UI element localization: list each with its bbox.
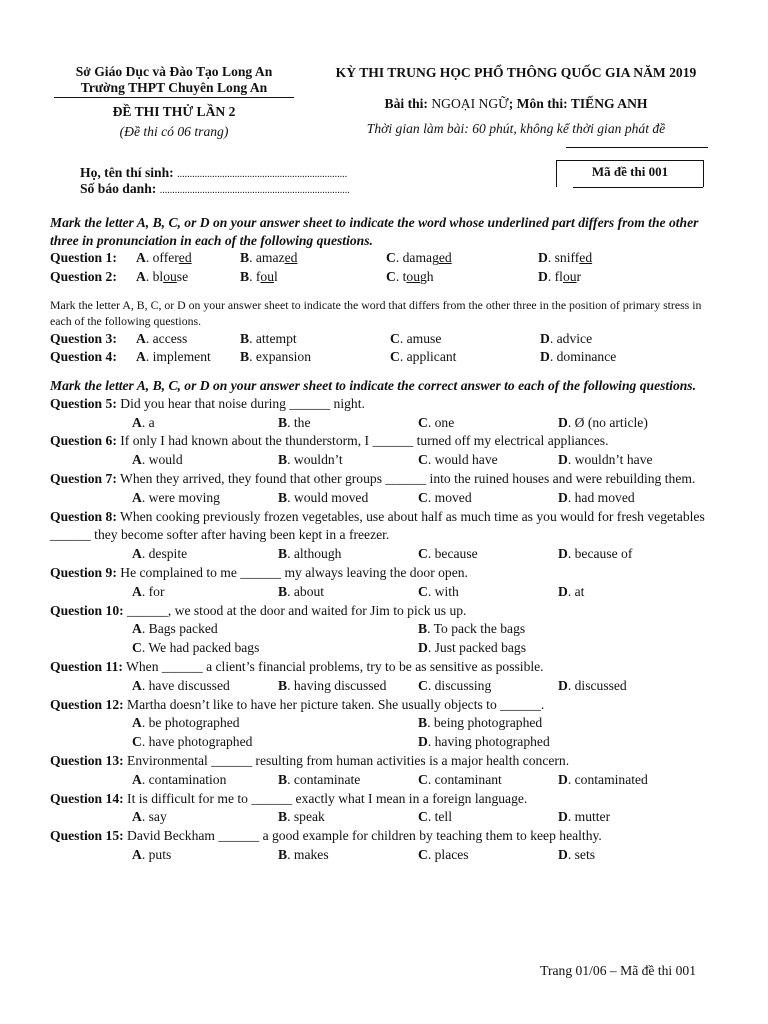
answer-option: D. flour bbox=[538, 268, 582, 284]
answer-option: B. although bbox=[278, 546, 342, 562]
question-stem: If only I had known about the thunderstorm, I ______ turned off my electrical appliances. bbox=[120, 433, 609, 449]
question-text bbox=[50, 790, 710, 809]
exam-code-box bbox=[556, 160, 704, 187]
question-stem: Environmental ______ resulting from human activities is a major health concern. bbox=[127, 752, 570, 768]
option-letter: D bbox=[558, 452, 568, 468]
options-row bbox=[50, 639, 710, 658]
answer-option: C. have photographed bbox=[132, 734, 253, 750]
option-letter: A bbox=[132, 621, 142, 637]
question-label: Question 7: bbox=[50, 470, 117, 486]
option-text: the bbox=[293, 414, 311, 430]
option-letter: D bbox=[558, 489, 568, 505]
option-letter: C bbox=[418, 583, 428, 599]
option-letter: B bbox=[278, 771, 288, 787]
option-letter: B bbox=[278, 583, 288, 599]
answer-option: B. To pack the bags bbox=[418, 621, 526, 637]
candidate-name-label: Họ, tên thí sinh: bbox=[80, 165, 174, 180]
question-text bbox=[50, 752, 710, 771]
option-letter: B bbox=[278, 809, 288, 825]
subject-language: TIẾNG ANH bbox=[570, 95, 648, 111]
option-letter: D bbox=[558, 809, 568, 825]
answer-option: B. wouldn’t bbox=[278, 452, 343, 468]
exam-content bbox=[50, 214, 710, 865]
answer-option: C. tell bbox=[418, 809, 452, 825]
question-text bbox=[50, 564, 710, 583]
option-text-pre: sniff bbox=[554, 250, 580, 266]
option-letter: B bbox=[240, 349, 250, 365]
question-label: Question 1: bbox=[50, 250, 117, 266]
options-row bbox=[50, 583, 710, 602]
question-label: Question 12: bbox=[50, 696, 124, 712]
time-note: Thời gian làm bài: 60 phút, không kể thời gian phát đề bbox=[366, 120, 666, 136]
option-letter: D bbox=[558, 846, 568, 862]
option-text: had moved bbox=[574, 489, 635, 505]
option-text-post: l bbox=[274, 268, 278, 284]
candidate-id-label: Số báo danh: bbox=[80, 181, 157, 196]
exam-attempt-title: ĐỀ THI THỬ LẦN 2 bbox=[112, 104, 236, 119]
option-text: because of bbox=[574, 546, 633, 562]
option-letter: D bbox=[418, 734, 428, 750]
option-text: Ø (no article) bbox=[574, 414, 648, 430]
answer-option: A. a bbox=[132, 414, 155, 430]
subject-line bbox=[316, 95, 716, 114]
question-stem: He complained to me ______ my always leaving the door open. bbox=[120, 564, 468, 580]
section2-instruction: Mark the letter A, B, C, or D on your answer sheet to indicate the word that differs from the other three in the position of primary stress in each of the following questions. bbox=[50, 297, 702, 329]
section1-instruction: Mark the letter A, B, C, or D on your answer sheet to indicate the word whose underlined part differs from the other three in pronunciation in each of the following questions. bbox=[50, 215, 699, 248]
school-name: Trường THPT Chuyên Long An bbox=[80, 80, 268, 95]
question-label: Question 11: bbox=[50, 658, 123, 674]
option-letter: A bbox=[132, 583, 142, 599]
option-letter: C bbox=[418, 771, 428, 787]
option-letter: D bbox=[558, 677, 568, 693]
option-text-pre: fl bbox=[554, 268, 563, 284]
exam-header bbox=[316, 64, 716, 138]
question-text bbox=[50, 602, 710, 621]
question-label: Question 10: bbox=[50, 602, 124, 618]
option-text-post: gh bbox=[420, 268, 434, 284]
option-letter: A bbox=[136, 330, 146, 346]
answer-option: B. expansion bbox=[240, 349, 311, 365]
option-letter: C bbox=[418, 846, 428, 862]
option-text: amuse bbox=[406, 330, 442, 346]
answer-option: C. amuse bbox=[390, 330, 442, 346]
option-text: implement bbox=[152, 349, 211, 365]
answer-option: A. puts bbox=[132, 846, 172, 862]
option-text: contaminate bbox=[293, 771, 361, 787]
exam-title: KỲ THI TRUNG HỌC PHỔ THÔNG QUỐC GIA NĂM 2019 bbox=[335, 65, 697, 80]
option-text: moved bbox=[434, 489, 472, 505]
option-letter: B bbox=[278, 414, 288, 430]
answer-option: A. blouse bbox=[136, 268, 189, 284]
option-text: being photographed bbox=[433, 715, 543, 731]
option-letter: C bbox=[418, 546, 428, 562]
question-row bbox=[50, 348, 710, 367]
answer-option: A. Bags packed bbox=[132, 621, 218, 637]
answer-option: C. discussing bbox=[418, 677, 492, 693]
option-text: sets bbox=[574, 846, 596, 862]
option-letter: A bbox=[136, 250, 146, 266]
candidate-id-line bbox=[80, 180, 350, 201]
option-text: mutter bbox=[574, 809, 611, 825]
question-label: Question 15: bbox=[50, 828, 124, 844]
question-stem: When cooking previously frozen vegetables, use about half as much time as you would for fresh vegetables ______ they become softer after having been kept in a freezer. bbox=[50, 508, 705, 543]
options-row bbox=[50, 733, 710, 752]
option-letter: A bbox=[132, 489, 142, 505]
option-text: discussing bbox=[434, 677, 492, 693]
answer-option: B. foul bbox=[240, 268, 278, 284]
option-text: having photographed bbox=[434, 734, 550, 750]
question-text bbox=[50, 508, 710, 546]
option-text: would moved bbox=[293, 489, 369, 505]
option-letter: A bbox=[132, 809, 142, 825]
answer-option: A. would bbox=[132, 452, 183, 468]
option-letter: C bbox=[132, 640, 142, 656]
answer-option: C. would have bbox=[418, 452, 498, 468]
question-label: Question 3: bbox=[50, 330, 117, 346]
answer-option: D. because of bbox=[558, 546, 633, 562]
option-text: Bags packed bbox=[148, 621, 218, 637]
question-text bbox=[50, 658, 710, 677]
answer-option: C. We had packed bags bbox=[132, 640, 260, 656]
option-letter: B bbox=[418, 715, 428, 731]
options-row bbox=[50, 714, 710, 733]
section3-instruction: Mark the letter A, B, C, or D on your answer sheet to indicate the correct answer to each of the following questions. bbox=[50, 378, 696, 394]
answer-option: D. mutter bbox=[558, 809, 611, 825]
answer-option: B. about bbox=[278, 583, 325, 599]
option-text: be photographed bbox=[148, 715, 240, 731]
option-text: contaminated bbox=[574, 771, 648, 787]
option-letter: A bbox=[132, 677, 142, 693]
option-letter: C bbox=[418, 677, 428, 693]
option-letter: D bbox=[558, 771, 568, 787]
options-row bbox=[50, 846, 710, 865]
option-letter: B bbox=[278, 452, 288, 468]
option-text: a bbox=[148, 414, 155, 430]
answer-option: D. discussed bbox=[558, 677, 627, 693]
answer-option: D. advice bbox=[540, 330, 593, 346]
option-letter: D bbox=[558, 583, 568, 599]
answer-option: A. access bbox=[136, 330, 188, 346]
option-letter: D bbox=[540, 349, 550, 365]
candidate-id-dots: ............................................................................ bbox=[159, 185, 350, 196]
question-stem: It is difficult for me to ______ exactly what I mean in a foreign language. bbox=[127, 790, 528, 806]
option-text: one bbox=[434, 414, 455, 430]
options-row bbox=[50, 414, 710, 433]
option-letter: B bbox=[278, 846, 288, 862]
answer-option: B. attempt bbox=[240, 330, 297, 346]
answer-option: B. being photographed bbox=[418, 715, 543, 731]
option-text: would have bbox=[434, 452, 498, 468]
option-text: dominance bbox=[556, 349, 617, 365]
option-letter: B bbox=[418, 621, 428, 637]
option-text-pre: amaz bbox=[255, 250, 285, 266]
options-row bbox=[50, 771, 710, 790]
subject-name: NGOẠI NGỮ bbox=[431, 95, 509, 111]
answer-option: C. with bbox=[418, 583, 459, 599]
option-text: makes bbox=[293, 846, 329, 862]
question-label: Question 13: bbox=[50, 752, 124, 768]
option-text: about bbox=[293, 583, 325, 599]
option-letter: C bbox=[418, 414, 428, 430]
option-text: wouldn’t have bbox=[574, 452, 653, 468]
answer-option: D. sets bbox=[558, 846, 596, 862]
option-text-underlined: ou bbox=[163, 268, 177, 284]
option-text-pre: damag bbox=[402, 250, 439, 266]
option-text: contaminant bbox=[434, 771, 502, 787]
page-footer: Trang 01/06 – Mã đề thi 001 bbox=[540, 963, 696, 978]
option-letter: C bbox=[132, 734, 142, 750]
option-text: despite bbox=[148, 546, 188, 562]
option-text-underlined: ed bbox=[438, 250, 452, 266]
option-letter: C bbox=[418, 809, 428, 825]
option-letter: A bbox=[132, 414, 142, 430]
option-letter: A bbox=[132, 771, 142, 787]
option-text: places bbox=[434, 846, 469, 862]
option-text: expansion bbox=[255, 349, 311, 365]
answer-option: C. tough bbox=[386, 268, 434, 284]
option-letter: B bbox=[240, 330, 250, 346]
option-text: with bbox=[434, 583, 459, 599]
option-letter: B bbox=[240, 250, 250, 266]
option-text: Just packed bags bbox=[434, 640, 526, 656]
options-row bbox=[50, 451, 710, 470]
options-row bbox=[50, 620, 710, 639]
option-text: have discussed bbox=[148, 677, 230, 693]
option-text: wouldn’t bbox=[293, 452, 343, 468]
subject-prefix: Bài thi: bbox=[384, 95, 432, 111]
question-row bbox=[50, 249, 710, 268]
answer-option: A. despite bbox=[132, 546, 188, 562]
option-text-post: se bbox=[176, 268, 189, 284]
answer-option: A. have discussed bbox=[132, 677, 230, 693]
answer-option: D. sniffed bbox=[538, 250, 593, 266]
option-text: tell bbox=[434, 809, 452, 825]
option-letter: D bbox=[558, 414, 568, 430]
department-name: Sở Giáo Dục và Đào Tạo Long An bbox=[75, 64, 273, 79]
answer-option: A. say bbox=[132, 809, 167, 825]
question-text bbox=[50, 432, 710, 451]
answer-option: B. amazed bbox=[240, 250, 298, 266]
answer-option: B. the bbox=[278, 414, 311, 430]
option-text: having discussed bbox=[293, 677, 387, 693]
option-letter: A bbox=[132, 846, 142, 862]
section1-questions bbox=[50, 249, 710, 287]
option-text: were moving bbox=[148, 489, 220, 505]
answer-option: A. contamination bbox=[132, 771, 227, 787]
option-text: access bbox=[152, 330, 188, 346]
subject-separator: ; Môn thi: bbox=[508, 95, 571, 111]
option-letter: D bbox=[538, 268, 548, 284]
question-text bbox=[50, 395, 710, 414]
option-text-underlined: ed bbox=[284, 250, 298, 266]
answer-option: D. having photographed bbox=[418, 734, 550, 750]
option-text-underlined: ou bbox=[562, 268, 577, 284]
school-header bbox=[52, 64, 296, 140]
option-text-pre: bl bbox=[152, 268, 164, 284]
option-text: To pack the bags bbox=[433, 621, 526, 637]
option-text: advice bbox=[556, 330, 593, 346]
question-stem: When ______ a client’s financial problems, try to be as sensitive as possible. bbox=[126, 658, 544, 674]
answer-option: D. dominance bbox=[540, 349, 617, 365]
question-row bbox=[50, 330, 710, 349]
option-letter: A bbox=[132, 452, 142, 468]
option-letter: B bbox=[278, 546, 288, 562]
option-text: at bbox=[574, 583, 585, 599]
question-stem: David Beckham ______ a good example for children by teaching them to keep healthy. bbox=[127, 828, 602, 844]
option-text-pre: offer bbox=[152, 250, 179, 266]
pages-note: (Đề thi có 06 trang) bbox=[119, 124, 229, 139]
option-text-pre: f bbox=[255, 268, 261, 284]
exam-code: Mã đề thi 001 bbox=[591, 164, 669, 179]
answer-option: B. would moved bbox=[278, 489, 369, 505]
option-text: although bbox=[293, 546, 342, 562]
answer-option: C. moved bbox=[418, 489, 472, 505]
question-label: Question 14: bbox=[50, 790, 124, 806]
answer-option: C. applicant bbox=[390, 349, 457, 365]
question-stem: When they arrived, they found that other groups ______ into the ruined houses and were rebuilding them. bbox=[120, 470, 696, 486]
option-letter: A bbox=[132, 715, 142, 731]
question-row bbox=[50, 268, 710, 287]
options-row bbox=[50, 808, 710, 827]
options-row bbox=[50, 545, 710, 564]
options-row bbox=[50, 677, 710, 696]
question-label: Question 4: bbox=[50, 349, 117, 365]
option-text: contamination bbox=[148, 771, 227, 787]
options-row bbox=[50, 489, 710, 508]
answer-option: C. because bbox=[418, 546, 478, 562]
option-letter: B bbox=[278, 489, 288, 505]
option-text-post: r bbox=[576, 268, 582, 284]
question-label: Question 6: bbox=[50, 433, 117, 449]
option-letter: C bbox=[390, 349, 400, 365]
option-letter: A bbox=[136, 349, 146, 365]
option-letter: D bbox=[540, 330, 550, 346]
header-right-divider bbox=[566, 147, 708, 148]
question-label: Question 8: bbox=[50, 508, 117, 524]
option-text-pre: t bbox=[402, 268, 407, 284]
answer-option: C. contaminant bbox=[418, 771, 502, 787]
option-letter: D bbox=[558, 546, 568, 562]
section3-questions bbox=[50, 395, 710, 865]
option-text: have photographed bbox=[148, 734, 253, 750]
answer-option: C. damaged bbox=[386, 250, 452, 266]
option-text-underlined: ou bbox=[406, 268, 420, 284]
answer-option: A. offered bbox=[136, 250, 192, 266]
option-letter: C bbox=[418, 489, 428, 505]
option-text: would bbox=[148, 452, 183, 468]
question-label: Question 9: bbox=[50, 564, 117, 580]
option-text: puts bbox=[148, 846, 172, 862]
option-text: We had packed bags bbox=[148, 640, 260, 656]
option-text: for bbox=[148, 583, 165, 599]
answer-option: B. contaminate bbox=[278, 771, 361, 787]
question-label: Question 2: bbox=[50, 268, 117, 284]
option-text: discussed bbox=[574, 677, 627, 693]
answer-option: B. makes bbox=[278, 846, 329, 862]
answer-option: C. one bbox=[418, 414, 455, 430]
question-stem: Did you hear that noise during ______ night. bbox=[120, 395, 365, 411]
answer-option: C. places bbox=[418, 846, 469, 862]
section2-questions bbox=[50, 330, 710, 368]
answer-option: A. be photographed bbox=[132, 715, 240, 731]
option-text: applicant bbox=[406, 349, 457, 365]
option-letter: C bbox=[390, 330, 400, 346]
option-letter: B bbox=[240, 268, 250, 284]
answer-option: B. having discussed bbox=[278, 677, 387, 693]
option-text-underlined: ed bbox=[579, 250, 593, 266]
option-letter: B bbox=[278, 677, 288, 693]
question-stem: Martha doesn’t like to have her picture taken. She usually objects to ______. bbox=[127, 696, 545, 712]
answer-option: A. for bbox=[132, 583, 165, 599]
question-text bbox=[50, 827, 710, 846]
option-letter: D bbox=[418, 640, 428, 656]
answer-option: D. at bbox=[558, 583, 585, 599]
option-letter: A bbox=[132, 546, 142, 562]
answer-option: B. speak bbox=[278, 809, 325, 825]
option-text-underlined: ed bbox=[178, 250, 192, 266]
option-letter: C bbox=[386, 268, 396, 284]
option-text: speak bbox=[293, 809, 325, 825]
header-divider bbox=[54, 97, 294, 98]
answer-option: D. Just packed bags bbox=[418, 640, 526, 656]
option-letter: D bbox=[538, 250, 548, 266]
option-text: say bbox=[148, 809, 167, 825]
question-stem: ______, we stood at the door and waited for Jim to pick us up. bbox=[127, 602, 467, 618]
question-label: Question 5: bbox=[50, 395, 117, 411]
option-letter: A bbox=[136, 268, 146, 284]
answer-option: A. were moving bbox=[132, 489, 220, 505]
candidate-name-dots: .................................................................... bbox=[177, 169, 348, 180]
answer-option: D. had moved bbox=[558, 489, 635, 505]
answer-option: D. contaminated bbox=[558, 771, 648, 787]
answer-option: D. wouldn’t have bbox=[558, 452, 653, 468]
question-text bbox=[50, 696, 710, 715]
option-letter: C bbox=[418, 452, 428, 468]
option-text-underlined: ou bbox=[260, 268, 274, 284]
option-text: attempt bbox=[255, 330, 297, 346]
option-letter: C bbox=[386, 250, 396, 266]
question-text bbox=[50, 470, 710, 489]
option-text: because bbox=[434, 546, 478, 562]
answer-option: D. Ø (no article) bbox=[558, 414, 648, 430]
answer-option: A. implement bbox=[136, 349, 211, 365]
